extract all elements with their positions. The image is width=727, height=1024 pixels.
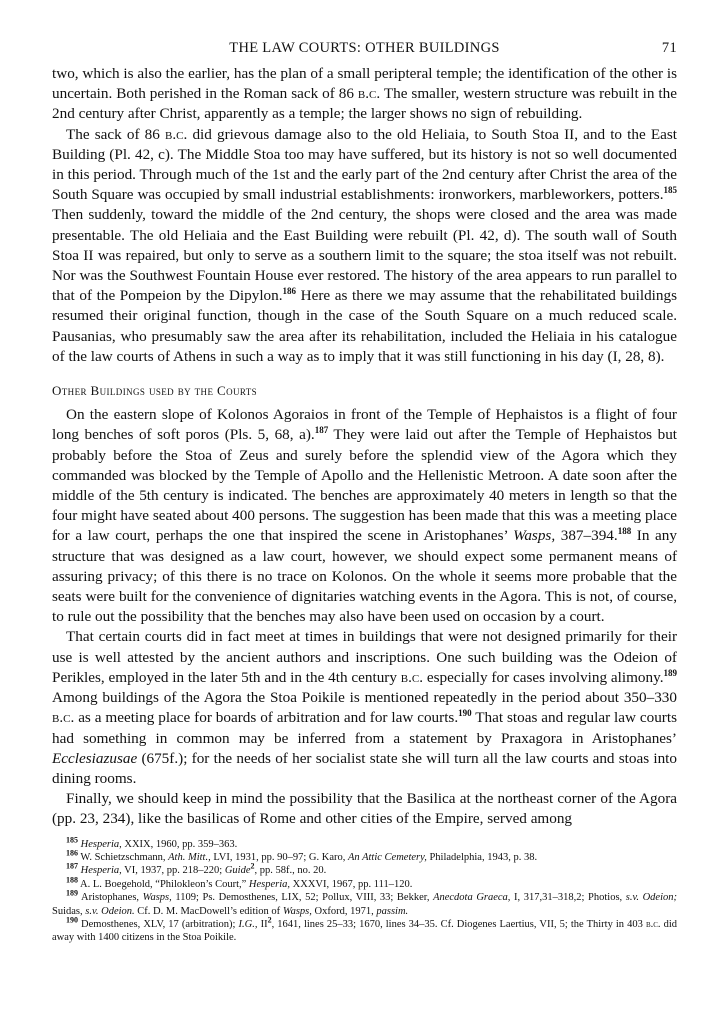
text-run: 1109; Ps. Demosthenes, LIX, 52; Pollux, VIII, 33; Bekker, bbox=[171, 892, 434, 904]
italic-text: Wasps, bbox=[513, 527, 556, 545]
footnote-ref: 190 bbox=[458, 708, 472, 719]
italic-text: Ecclesiazusae bbox=[52, 749, 138, 767]
text-run: especially for cases involving alimony. bbox=[423, 668, 664, 686]
footnote bbox=[52, 848, 677, 864]
text-run: 387–394. bbox=[555, 527, 618, 545]
small-caps-text: b.c. bbox=[357, 85, 381, 103]
body-text bbox=[52, 64, 677, 830]
footnote-ref: 188 bbox=[66, 875, 78, 885]
text-run: (675f.); for the needs of her socialist state she will turn all the law courts and stoas into dining rooms. bbox=[52, 749, 677, 787]
paragraph bbox=[52, 789, 677, 829]
text-run: That certain courts did in fact meet at times in buildings that were not designed primarily for their use is well attested by the ancient authors and inscriptions. One such building was the Odeion of Perikles, employed in the later 5th and in the 4th century bbox=[52, 628, 677, 686]
text-run: XXXVI, 1967, pp. 111–120. bbox=[290, 878, 413, 890]
footnote-ref: 189 bbox=[66, 888, 78, 898]
page-number: 71 bbox=[661, 40, 677, 56]
italic-text: Wasps, bbox=[282, 905, 312, 917]
text-run: That stoas and regular law courts had something in common may be inferred from a statement by Praxagora in Aristophanes’ bbox=[52, 709, 677, 747]
text-run: did away with 1400 citizens in the Stoa Poikile. bbox=[52, 918, 678, 944]
italic-text: Anecdota Graeca, bbox=[433, 892, 511, 904]
text-run: W. Schietzschmann, bbox=[78, 851, 169, 863]
text-run: Suidas, bbox=[52, 905, 86, 917]
italic-text: I.G., bbox=[238, 918, 258, 930]
text-run: A. L. Boegehold, “Philokleon’s Court,” bbox=[78, 878, 249, 890]
footnote-ref: 185 bbox=[663, 185, 677, 196]
italic-text: s.v. Odeion; bbox=[625, 892, 677, 904]
footnote-ref: 188 bbox=[617, 526, 632, 537]
small-caps-text: b.c. bbox=[400, 668, 424, 686]
footnote-ref: 2 bbox=[250, 861, 255, 871]
text-run: , 1641, lines 25–33; 1670, lines 34–35. Cf. Diogenes Laertius, VII, 5; the Thirty in 403 bbox=[271, 918, 646, 930]
text-run: They were laid out after the Temple of Hephaistos but probably before the Stoa of Zeus and surely before the splendid view of the Agora which they commanded was blocked by the Temple of Apollo and the Hellenistic Metroon. A date soon after the middle of the 5th century is indicated. The benches are approximately 40 meters in length so that the four might have seated about 400 persons. The suggestion has been made that this was a meeting place for a law court, perhaps the one that inspired the scene in Aristophanes’ bbox=[52, 426, 678, 545]
text-run: The smaller, western structure was rebuilt in the 2nd century after Christ, apparently as a temple; the larger shows no sign of rebuilding. bbox=[52, 85, 677, 123]
text-run: I, 317,31–318,2; Photios, bbox=[510, 892, 626, 904]
text-run: In any structure that was designed as a law court, however, we should expect some permanent means of assuring privacy; of this there is no trace on Kolonos. On the whole it seems more probable that the seats were built for the convenience of dignitaries watching events in the Agora. This is not, of course, to rule out the possibility that the benches may also have been used on occasion by a court. bbox=[52, 527, 677, 626]
footnote-ref: 186 bbox=[66, 848, 78, 858]
text-run: Aristophanes, bbox=[78, 892, 143, 904]
text-run: LVI, 1931, pp. 90–97; G. Karo, bbox=[210, 851, 348, 863]
text-run: Then suddenly, toward the middle of the 2nd century, the shops were closed and the area was made presentable. The old Heliaia and the East Building were rebuilt (Pl. 42, d). The south wall of South Stoa II was repaired, but only to serve as a southern limit to the square; the stoa itself was not rebuilt. Nor was the Southwest Fountain House ever restored. The history of the area appears to run parallel to that of the Pompeion by the Dipylon. bbox=[52, 206, 677, 305]
text-run: Demosthenes, XLV, 17 (arbitration); bbox=[78, 918, 239, 930]
small-caps-text: b.c. bbox=[52, 709, 75, 727]
text-run: Finally, we should keep in mind the possibility that the Basilica at the northeast corner of the Agora (pp. 23, 234), like the basilicas of Rome and other cities of the Empire, served among bbox=[52, 790, 677, 828]
italic-text: Hesperia, bbox=[248, 878, 291, 890]
italic-text: Wasps, bbox=[142, 892, 172, 904]
italic-text: Hesperia, bbox=[80, 838, 122, 850]
running-head bbox=[52, 40, 677, 64]
italic-text: An Attic Cemetery, bbox=[348, 851, 427, 863]
small-caps-text: b.c. bbox=[645, 918, 661, 930]
text-run: Oxford, 1971, bbox=[311, 905, 377, 917]
text-run: On the eastern slope of Kolonos Agoraios in front of the Temple of Hephaistos is a flight of four long benches of soft poros (Pls. 5, 68, a). bbox=[52, 406, 677, 444]
text-run: Here as there we may assume that the rehabilitated buildings resumed their original function, though in the case of the South Square on a much reduced scale. Pausanias, who presumably saw the area after its rehabilitation, included the Heliaia in his catalogue of the law courts of Athens in such a way as to imply that it was still functioning in his day (I, 28, 8). bbox=[52, 287, 677, 365]
small-caps-text: b.c. bbox=[165, 125, 188, 143]
italic-text: s.v. Odeion. bbox=[85, 905, 135, 917]
text-run: Philadelphia, 1943, p. 38. bbox=[426, 851, 538, 863]
italic-text: Hesperia, bbox=[80, 865, 122, 877]
text-run: II bbox=[257, 918, 268, 930]
footnote-ref: 2 bbox=[267, 915, 272, 925]
text-run: did grievous damage also to the old Heliaia, to South Stoa II, and to the East Building (Pl. 42, c). The Middle Stoa too may have suffered, but its history is not so well documented in this period. Through much of the 1st and the early part of the 2nd century after Christ the area of the South Square was occupied by small industrial establishments: ironworkers, marbleworkers, potters. bbox=[52, 125, 678, 204]
footnote bbox=[52, 835, 677, 851]
text-run: VI, 1937, pp. 218–220; bbox=[121, 865, 225, 877]
text-run: The sack of 86 bbox=[66, 125, 166, 143]
paragraph bbox=[52, 405, 677, 627]
text-run: XXIX, 1960, pp. 359–363. bbox=[121, 838, 238, 850]
footnote-ref: 187 bbox=[66, 861, 78, 871]
footnote-ref: 189 bbox=[663, 667, 677, 678]
section-heading bbox=[52, 381, 677, 401]
running-title: THE LAW COURTS: OTHER BUILDINGS bbox=[229, 40, 500, 56]
text-run: Among buildings of the Agora the Stoa Poikile is mentioned repeatedly in the period about 350–330 bbox=[52, 689, 677, 707]
text-run: Cf. D. M. MacDowell’s edition of bbox=[134, 905, 283, 917]
paragraph bbox=[52, 64, 677, 125]
text-run: , pp. 58f., no. 20. bbox=[254, 865, 327, 877]
italic-text: Guide bbox=[224, 865, 251, 877]
paragraph bbox=[52, 125, 677, 367]
page bbox=[52, 40, 677, 945]
footnote bbox=[52, 861, 677, 877]
text-run: two, which is also the earlier, has the plan of a small peripteral temple; the identification of the other is uncertain. Both perished in the Roman sack of 86 bbox=[52, 65, 677, 103]
text-run: as a meeting place for boards of arbitration and for law courts. bbox=[74, 709, 459, 727]
italic-text: Ath. Mitt., bbox=[168, 851, 211, 863]
text-run: Other Buildings used by the Courts bbox=[52, 383, 258, 399]
italic-text: passim. bbox=[376, 905, 409, 917]
footnote bbox=[52, 875, 677, 891]
footnote bbox=[52, 915, 678, 945]
footnotes bbox=[52, 835, 678, 945]
footnote-ref: 185 bbox=[66, 835, 78, 845]
paragraph bbox=[52, 627, 677, 789]
footnote-ref: 190 bbox=[66, 915, 78, 925]
footnote-ref: 187 bbox=[314, 425, 329, 436]
footnote bbox=[52, 888, 677, 918]
footnote-ref: 186 bbox=[282, 286, 297, 297]
